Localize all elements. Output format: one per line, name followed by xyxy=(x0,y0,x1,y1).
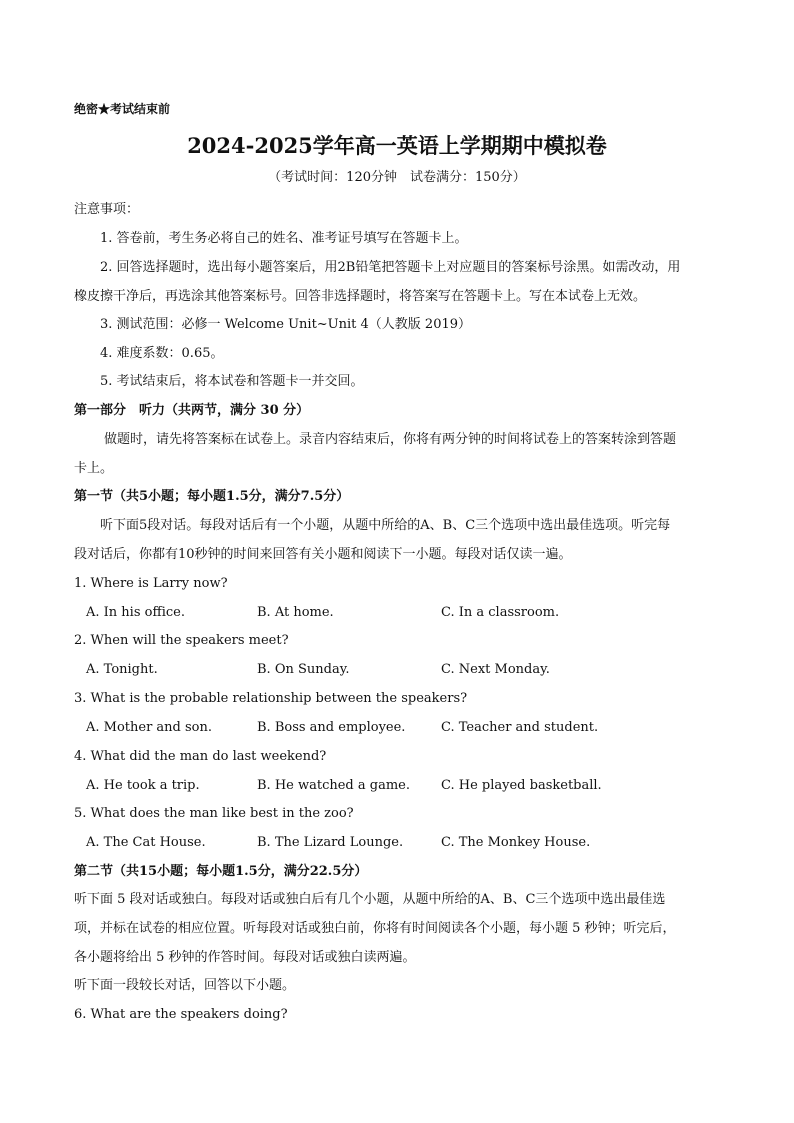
option-c: C. Teacher and student. xyxy=(441,720,599,735)
option-a: A. Mother and son. xyxy=(86,720,213,735)
section1-heading: 第一节（共5小题；每小题1.5分，满分7.5分） xyxy=(74,489,350,504)
part1-intro-line2: 卡上。 xyxy=(74,461,114,476)
note-item-4: 4. 难度系数：0.65。 xyxy=(100,346,224,361)
note-item-5: 5. 考试结束后，将本试卷和答题卡一并交回。 xyxy=(100,374,364,389)
option-b: B. He watched a game. xyxy=(257,778,410,793)
exam-subtitle: （考试时间：120分钟 试卷满分：150分） xyxy=(268,170,526,185)
section2-heading: 第二节（共15小题；每小题1.5分，满分22.5分） xyxy=(74,864,368,879)
section2-intro-line3: 各小题将给出 5 秒钟的作答时间。每段对话或独白读两遍。 xyxy=(74,950,416,965)
section2-instruction: 听下面一段较长对话，回答以下小题。 xyxy=(74,978,296,993)
option-a: A. The Cat House. xyxy=(86,835,206,850)
section1-intro-line1: 听下面5段对话。每段对话后有一个小题，从题中所给的A、B、C三个选项中选出最佳选项。听完每 xyxy=(100,518,671,533)
section2-intro-line1: 听下面 5 段对话或独白。每段对话或独白后有几个小题，从题中所给的A、B、C三个选项中选出最佳选 xyxy=(74,892,666,907)
note-item-3: 3. 测试范围：必修一 Welcome Unit~Unit 4（人教版 2019） xyxy=(100,317,472,332)
part1-heading: 第一部分 听力（共两节，满分 30 分） xyxy=(74,403,310,418)
option-c: C. Next Monday. xyxy=(441,662,550,677)
section1-intro-line2: 段对话后，你都有10秒钟的时间来回答有关小题和阅读下一小题。每段对话仅读一遍。 xyxy=(74,547,572,562)
note-item-2-line1: 2. 回答选择题时，选出每小题答案后，用2B铅笔把答题卡上对应题目的答案标号涂黑。如需改动，用 xyxy=(100,260,681,275)
option-a: A. In his office. xyxy=(86,605,185,620)
option-b: B. The Lizard Lounge. xyxy=(257,835,404,850)
option-b: B. Boss and employee. xyxy=(257,720,406,735)
question-text: 6. What are the speakers doing? xyxy=(74,1007,288,1022)
note-item-1: 1. 答卷前，考生务必将自己的姓名、准考证号填写在答题卡上。 xyxy=(100,231,468,246)
option-a: A. He took a trip. xyxy=(86,778,200,793)
part1-intro-line1: 做题时，请先将答案标在试卷上。录音内容结束后，你将有两分钟的时间将试卷上的答案转涂到答题 xyxy=(104,432,677,447)
option-b: B. At home. xyxy=(257,605,334,620)
option-b: B. On Sunday. xyxy=(257,662,350,677)
secret-label: 绝密★考试结束前 xyxy=(74,102,171,116)
notes-heading: 注意事项： xyxy=(74,202,140,217)
exam-title: 2024-2025学年高一英语上学期期中模拟卷 xyxy=(187,133,607,158)
question-text: 5. What does the man like best in the zoo? xyxy=(74,806,354,821)
question-text: 4. What did the man do last weekend? xyxy=(74,749,327,764)
option-c: C. The Monkey House. xyxy=(441,835,591,850)
question-text: 3. What is the probable relationship between the speakers? xyxy=(74,691,468,706)
option-c: C. In a classroom. xyxy=(441,605,560,620)
question-text: 2. When will the speakers meet? xyxy=(74,633,289,648)
option-a: A. Tonight. xyxy=(86,662,158,677)
note-item-2-line2: 橡皮擦干净后，再选涂其他答案标号。回答非选择题时，将答案写在答题卡上。写在本试卷上无效。 xyxy=(74,289,647,304)
question-text: 1. Where is Larry now? xyxy=(74,576,228,591)
option-c: C. He played basketball. xyxy=(441,778,602,793)
section2-intro-line2: 项，并标在试卷的相应位置。听每段对话或独白前，你将有时间阅读各个小题，每小题 5 秒钟；听完后， xyxy=(74,921,676,936)
